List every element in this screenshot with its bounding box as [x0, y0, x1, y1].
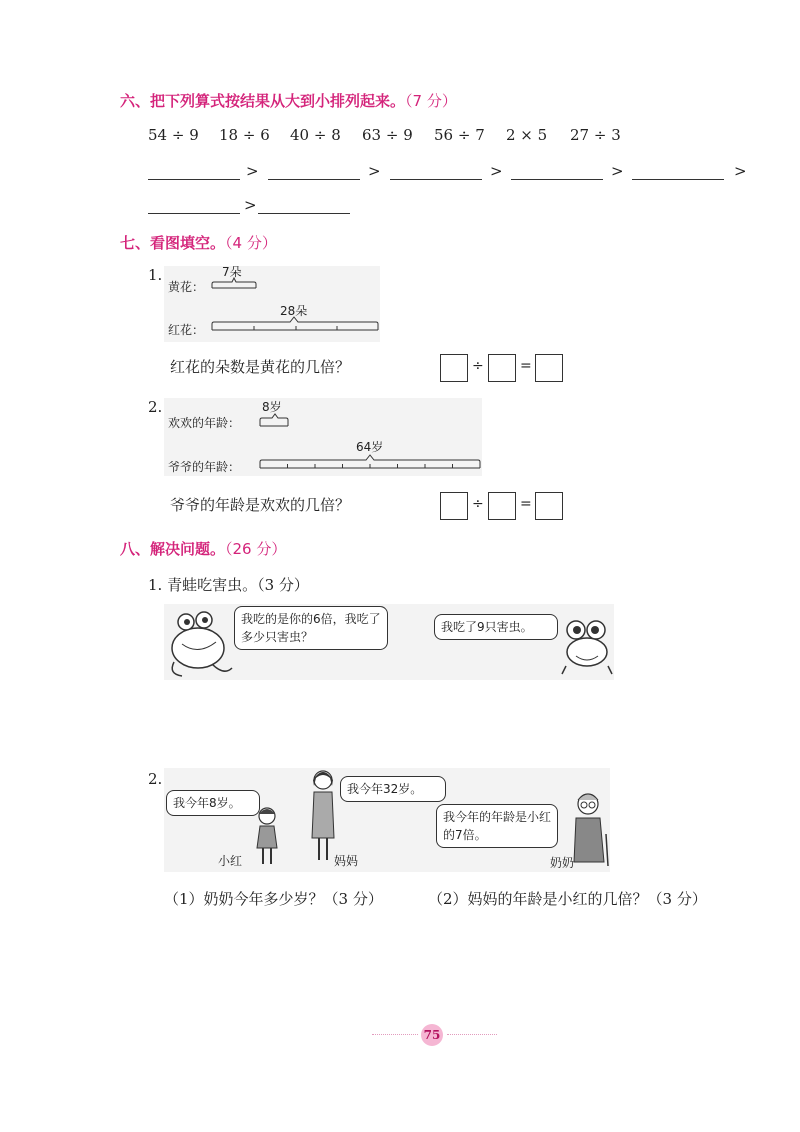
answer-box[interactable] [488, 492, 516, 520]
big-frog-icon [164, 604, 244, 680]
mama-speech-bubble: 我今年32岁。 [340, 776, 446, 802]
page-number-rule-left [372, 1034, 418, 1036]
section6-heading [120, 90, 457, 111]
huanhuan-age-value: 8岁 [262, 400, 282, 414]
section6-points: （7 分） [405, 92, 457, 110]
answer-blank[interactable] [632, 178, 724, 180]
q2-diagram [164, 398, 482, 476]
red-flower-value: 28朵 [280, 304, 308, 318]
section8-heading [120, 538, 286, 559]
problem1-title: 1. 青蛙吃害虫。（3 分） [148, 576, 309, 594]
answer-blank[interactable] [268, 178, 360, 180]
greater-than-sign: > [368, 162, 381, 180]
section8-title: 八、解决问题。 [120, 540, 226, 558]
divide-sign: ÷ [472, 496, 484, 512]
expression-item: 56 ÷ 7 [434, 126, 485, 144]
expression-item: 63 ÷ 9 [362, 126, 413, 144]
nainai-label: 奶奶 [550, 856, 575, 870]
mama-figure-icon [308, 768, 338, 864]
yellow-flower-label: 黄花： [168, 280, 205, 294]
greater-than-sign: > [734, 162, 747, 180]
grandpa-age-value: 64岁 [356, 440, 384, 454]
section7-title: 七、看图填空。 [120, 234, 226, 252]
huanhuan-age-label: 欢欢的年龄： [168, 416, 241, 430]
answer-blank[interactable] [148, 178, 240, 180]
greater-than-sign: > [246, 162, 259, 180]
answer-blank[interactable] [258, 212, 350, 214]
answer-box[interactable] [440, 492, 468, 520]
answer-box[interactable] [535, 492, 563, 520]
xiaohong-label: 小红 [218, 854, 243, 868]
red-flower-label: 红花： [168, 323, 205, 337]
nainai-speech-bubble: 我今年的年龄是小红的7倍。 [436, 804, 558, 848]
grandpa-age-label: 爷爷的年龄： [168, 460, 241, 474]
divide-sign: ÷ [472, 358, 484, 374]
answer-blank[interactable] [511, 178, 603, 180]
expression-item: 18 ÷ 6 [219, 126, 270, 144]
equals-sign: = [520, 358, 532, 374]
page-number-rule-right [447, 1034, 497, 1036]
problem2-number: 2. [148, 770, 163, 788]
section7-points: （4 分） [225, 234, 277, 252]
q2-number: 2. [148, 398, 163, 416]
section6-title: 六、把下列算式按结果从大到小排列起来。 [120, 92, 406, 110]
yellow-flower-value: 7朵 [222, 265, 242, 279]
frog-illustration [164, 604, 614, 680]
expression-item: 2 × 5 [506, 126, 548, 144]
xiaohong-speech-bubble: 我今年8岁。 [166, 790, 260, 816]
small-frog-speech-bubble: 我吃了9只害虫。 [434, 614, 558, 640]
section7-heading [120, 232, 277, 253]
section8-points: （26 分） [225, 540, 287, 558]
q1-number: 1. [148, 266, 163, 284]
page-number: 75 [421, 1024, 443, 1046]
problem2-sub2: （2）妈妈的年龄是小红的几倍？（3 分） [428, 890, 707, 908]
greater-than-sign: > [490, 162, 503, 180]
equals-sign: = [520, 496, 532, 512]
big-frog-speech-bubble: 我吃的是你的6倍，我吃了多少只害虫？ [234, 606, 388, 650]
family-illustration [164, 768, 610, 872]
answer-box[interactable] [488, 354, 516, 382]
mama-label: 妈妈 [334, 854, 359, 868]
greater-than-sign: > [244, 196, 257, 214]
answer-box[interactable] [535, 354, 563, 382]
q1-question: 红花的朵数是黄花的几倍？ [170, 358, 351, 376]
q2-question: 爷爷的年龄是欢欢的几倍？ [170, 496, 351, 514]
xiaohong-figure-icon [252, 806, 282, 868]
answer-blank[interactable] [390, 178, 482, 180]
expression-item: 40 ÷ 8 [290, 126, 341, 144]
nainai-figure-icon [568, 790, 610, 868]
problem2-sub1: （1）奶奶今年多少岁？（3 分） [164, 890, 383, 908]
expression-item: 27 ÷ 3 [570, 126, 621, 144]
small-frog-icon [560, 608, 614, 678]
answer-box[interactable] [440, 354, 468, 382]
answer-blank[interactable] [148, 212, 240, 214]
q1-diagram [164, 266, 380, 342]
segment-bars [164, 266, 380, 342]
segment-bars [164, 398, 482, 476]
expression-item: 54 ÷ 9 [148, 126, 199, 144]
greater-than-sign: > [611, 162, 624, 180]
